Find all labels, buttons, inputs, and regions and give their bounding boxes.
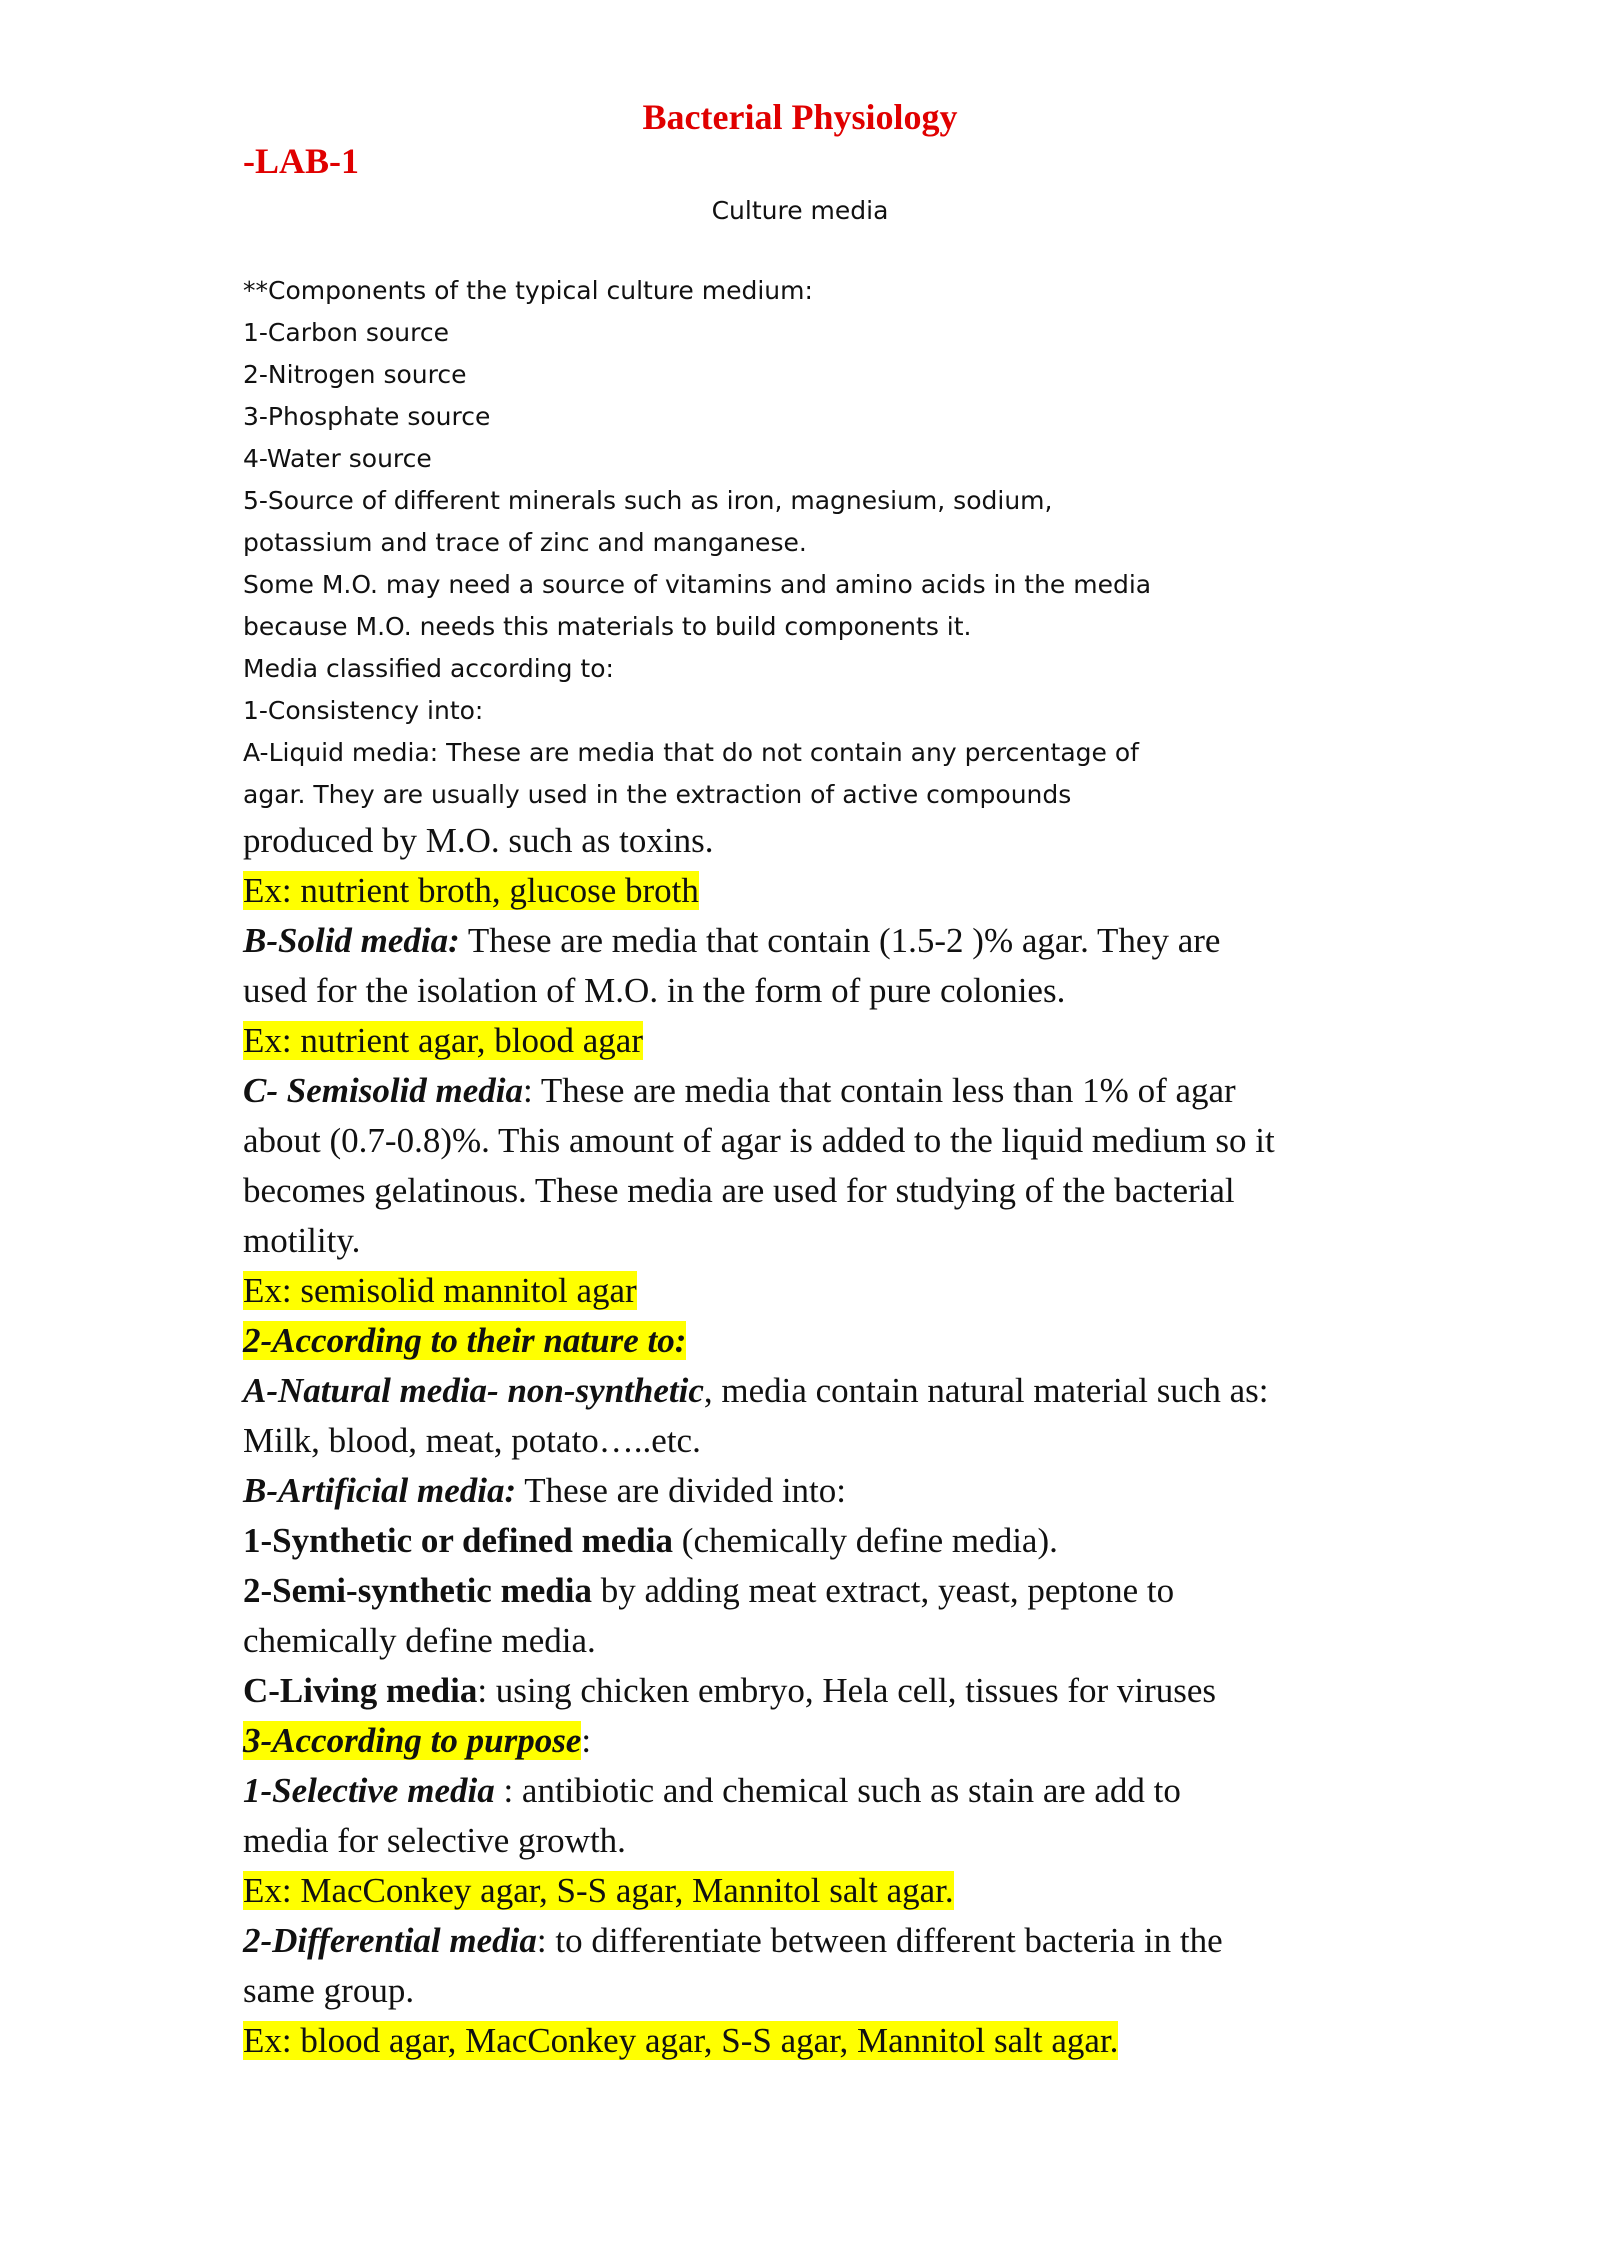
- body-line: [243, 1816, 1403, 1866]
- solid-media-text: These are media that contain (1.5-2 )% agar. They are: [459, 921, 1221, 960]
- body-line: [243, 1866, 1403, 1916]
- intro-line: **Components of the typical culture medium:: [243, 276, 813, 305]
- differential-media-text: : to differentiate between different bacteria in the: [536, 1921, 1223, 1960]
- document-title: Bacterial Physiology: [642, 97, 958, 137]
- liquid-example: Ex: nutrient broth, glucose broth: [243, 871, 699, 910]
- purpose-heading: 3-According to purpose: [243, 1721, 582, 1760]
- selective-media-term: 1-Selective media: [243, 1771, 495, 1810]
- living-media-term: C-Living media: [243, 1671, 478, 1710]
- natural-media-text: Milk, blood, meat, potato…..etc.: [243, 1421, 701, 1460]
- body-line: [243, 916, 1403, 966]
- artificial-media-term: B-Artificial media:: [243, 1471, 517, 1510]
- intro-line: Media classified according to:: [243, 654, 614, 683]
- semisynthetic-media-text: by adding meat extract, yeast, peptone to: [591, 1571, 1175, 1610]
- intro-section: [243, 270, 1403, 816]
- purpose-colon: :: [581, 1721, 592, 1760]
- solid-media-text: used for the isolation of M.O. in the form of pure colonies.: [243, 971, 1066, 1010]
- liquid-continuation: produced by M.O. such as toxins.: [243, 821, 714, 860]
- body-line: [243, 1266, 1403, 1316]
- natural-media-text: , media contain natural material such as:: [703, 1371, 1269, 1410]
- semisolid-example: Ex: semisolid mannitol agar: [243, 1271, 637, 1310]
- natural-media-term: A-Natural media- non-synthetic: [243, 1371, 704, 1410]
- differential-media-text: same group.: [243, 1971, 415, 2010]
- intro-line: 3-Phosphate source: [243, 402, 491, 431]
- body-line: [243, 1316, 1403, 1366]
- body-line: [243, 1066, 1403, 1116]
- body-line: [243, 2016, 1403, 2066]
- synthetic-media-text: (chemically define media).: [673, 1521, 1058, 1560]
- intro-line: 2-Nitrogen source: [243, 360, 467, 389]
- intro-line: 1-Carbon source: [243, 318, 449, 347]
- body-line: [243, 1216, 1403, 1266]
- body-line: [243, 966, 1403, 1016]
- body-line: [243, 1416, 1403, 1466]
- solid-media-term: B-Solid media:: [243, 921, 460, 960]
- intro-line: Some M.O. may need a source of vitamins and amino acids in the media: [243, 570, 1152, 599]
- selective-media-text: media for selective growth.: [243, 1821, 626, 1860]
- body-line: [243, 1666, 1403, 1716]
- body-line: [243, 1116, 1403, 1166]
- body-line: [243, 1366, 1403, 1416]
- body-line: [243, 1516, 1403, 1566]
- body-line: [243, 1716, 1403, 1766]
- body-line: [243, 1166, 1403, 1216]
- document-subtitle: Culture media: [711, 196, 889, 225]
- body-line: [243, 1916, 1403, 1966]
- body-line: [243, 1766, 1403, 1816]
- selective-example: Ex: MacConkey agar, S-S agar, Mannitol salt agar.: [243, 1871, 954, 1910]
- intro-line: A-Liquid media: These are media that do not contain any percentage of: [243, 738, 1139, 767]
- intro-line: 5-Source of different minerals such as iron, magnesium, sodium,: [243, 486, 1053, 515]
- body-line: [243, 1016, 1403, 1066]
- selective-media-text: : antibiotic and chemical such as stain are add to: [494, 1771, 1181, 1810]
- lab-label: -LAB-1: [243, 141, 359, 181]
- semisolid-media-text: : These are media that contain less than 1% of agar: [523, 1071, 1236, 1110]
- body-section: [243, 816, 1403, 2066]
- body-line: [243, 1616, 1403, 1666]
- differential-example: Ex: blood agar, MacConkey agar, S-S agar, Mannitol salt agar.: [243, 2021, 1119, 2060]
- semisolid-media-text: about (0.7-0.8)%. This amount of agar is added to the liquid medium so it: [243, 1121, 1275, 1160]
- synthetic-media-term: 1-Synthetic or defined media: [243, 1521, 674, 1560]
- intro-line: potassium and trace of zinc and manganese.: [243, 528, 807, 557]
- intro-line: 1-Consistency into:: [243, 696, 484, 725]
- body-line: [243, 1966, 1403, 2016]
- body-line: [243, 1566, 1403, 1616]
- semisolid-media-term: C- Semisolid media: [243, 1071, 523, 1110]
- nature-heading: 2-According to their nature to:: [243, 1321, 687, 1360]
- semisolid-media-text: becomes gelatinous. These media are used for studying of the bacterial: [243, 1171, 1235, 1210]
- intro-line: because M.O. needs this materials to build components it.: [243, 612, 972, 641]
- semisynthetic-media-text: chemically define media.: [243, 1621, 596, 1660]
- body-line: [243, 1466, 1403, 1516]
- intro-line: agar. They are usually used in the extraction of active compounds: [243, 780, 1072, 809]
- artificial-media-text: These are divided into:: [516, 1471, 846, 1510]
- solid-example: Ex: nutrient agar, blood agar: [243, 1021, 643, 1060]
- living-media-text: : using chicken embryo, Hela cell, tissues for viruses: [477, 1671, 1217, 1710]
- body-line: [243, 866, 1403, 916]
- body-line: [243, 816, 1403, 866]
- semisynthetic-media-term: 2-Semi-synthetic media: [243, 1571, 592, 1610]
- intro-line: 4-Water source: [243, 444, 432, 473]
- differential-media-term: 2-Differential media: [243, 1921, 537, 1960]
- semisolid-media-text: motility.: [243, 1221, 361, 1260]
